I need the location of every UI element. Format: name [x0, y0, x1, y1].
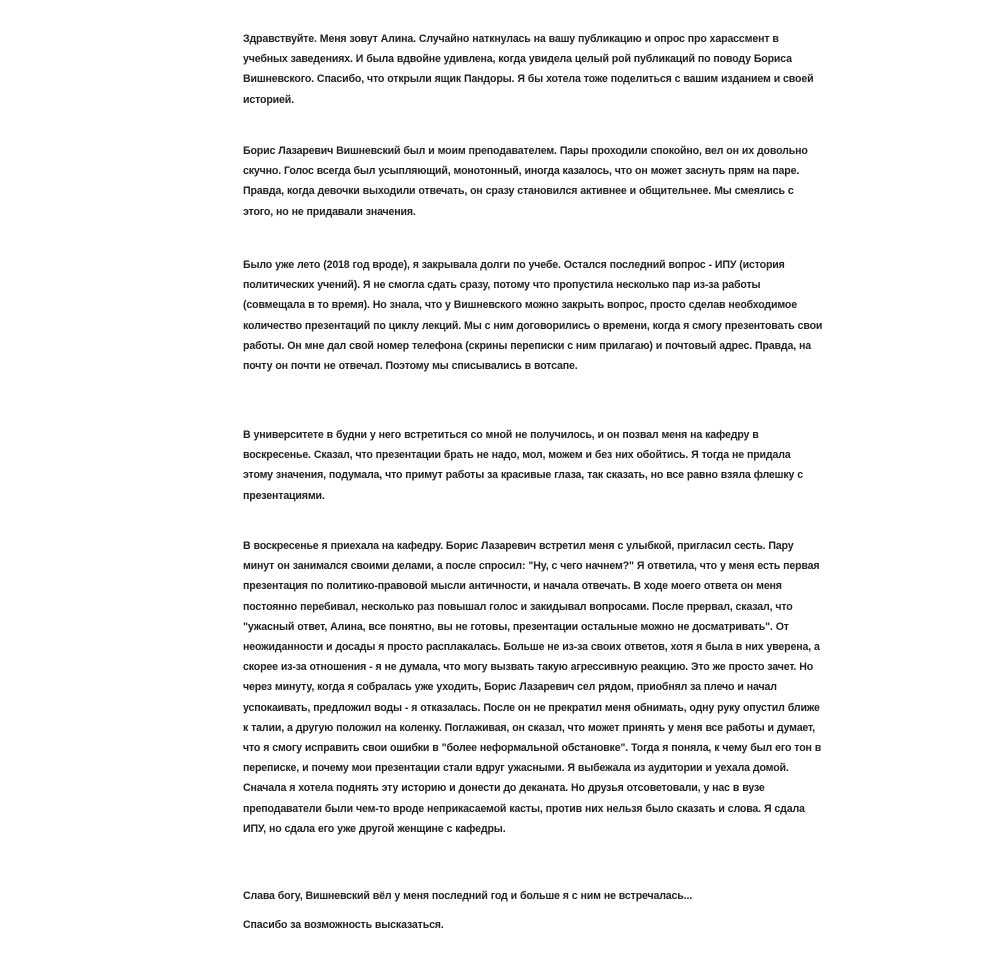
paragraph-university: В университете в будни у него встретиться со мной не получилось, и он позвал меня на кафедру в воскресенье. Сказал, что презентации брать не надо, мол, можем и без них обойтись. Я тогда не придала этому значения, подумала, что примут работы за красивые глаза, так сказать, но все равно взяла флешку с презентациями. — [243, 429, 803, 502]
paragraph-summer: Было уже лето (2018 год вроде), я закрывала долги по учебе. Остался последний вопрос - ИПУ (история политических учений). Я не смогла сдать сразу, потому что пропустила несколько пар из-за работы (совмещала в то время). Но знала, что у Вишневского можно закрыть вопрос, просто сделав необходимое количество презентаций по циклу лекций. Мы с ним договорились о времени, когда я смогу презентовать свои работы. Он мне дал свой номер телефона (скрины переписки с ним прилагаю) и почтовый адрес. Правда, на почту он почти не отвечал. Поэтому мы списывались в вотсапе. — [243, 259, 823, 373]
paragraph-sunday: В воскресенье я приехала на кафедру. Борис Лазаревич встретил меня с улыбкой, пригласил сесть. Пару минут он занимался своими делами, а после спросил: "Ну, с чего начнем?" Я ответила, что у меня есть первая презентация по политико-правовой мысли античности, и начала отвечать. В ходе моего ответа он меня постоянно перебивал, несколько раз повышал голос и закидывал вопросами. После прервал, сказал, что "ужасный ответ, Алина, все понятно, вы не готовы, презентации остальные можно не досматривать". От неожиданности и досады я просто расплакалась. Больше не из-за своих ответов, хотя я была в них уверена, а скорее из-за отношения - я не думала, что могу вызвать такую агрессивную реакцию. Это же просто зачет. Но через минуту, когда я собралась уже уходить, Борис Лазаревич сел рядом, приобнял за плечо и начал успокаивать, предложил воды - я отказалась. После он не прекратил меня обнимать, одну руку опустил ближе к талии, а другую положил на коленку. Поглаживая, он сказал, что может принять у меня все работы и думает, что я смогу исправить свои ошибки в "более неформальной обстановке". Тогда я поняла, к чему был его тон в переписке, и почему мои презентации стали вдруг ужасными. Я выбежала из аудитории и уехала домой. Сначала я хотела поднять эту историю и донести до деканата. Но друзья отсоветовали, у нас в вузе преподаватели были чем-то вроде неприкасаемой касты, против них нельзя было сказать и слова. Я сдала ИПУ, но сдала его уже другой женщине с кафедры. — [243, 540, 822, 835]
paragraph-teacher: Борис Лазаревич Вишневский был и моим преподавателем. Пары проходили спокойно, вел он их довольно скучно. Голос всегда был усыпляющий, монотонный, иногда казалось, что он может заснуть прям на паре. Правда, когда девочки выходили отвечать, он сразу становился активнее и общительнее. Мы смеялись с этого, но не придавали значения. — [243, 145, 808, 218]
paragraph-intro: Здравствуйте. Меня зовут Алина. Случайно наткнулась на вашу публикацию и опрос про харассмент в учебных заведениях. И была вдвойне удивлена, когда увидела целый рой публикаций по поводу Бориса Вишневского. Спасибо, что открыли ящик Пандоры. Я бы хотела тоже поделиться с вашим изданием и своей историей. — [243, 33, 814, 106]
paragraph-thanks: Спасибо за возможность высказаться. — [243, 919, 444, 931]
paragraph-relief: Слава богу, Вишневский вёл у меня последний год и больше я с ним не встречалась... — [243, 890, 693, 902]
